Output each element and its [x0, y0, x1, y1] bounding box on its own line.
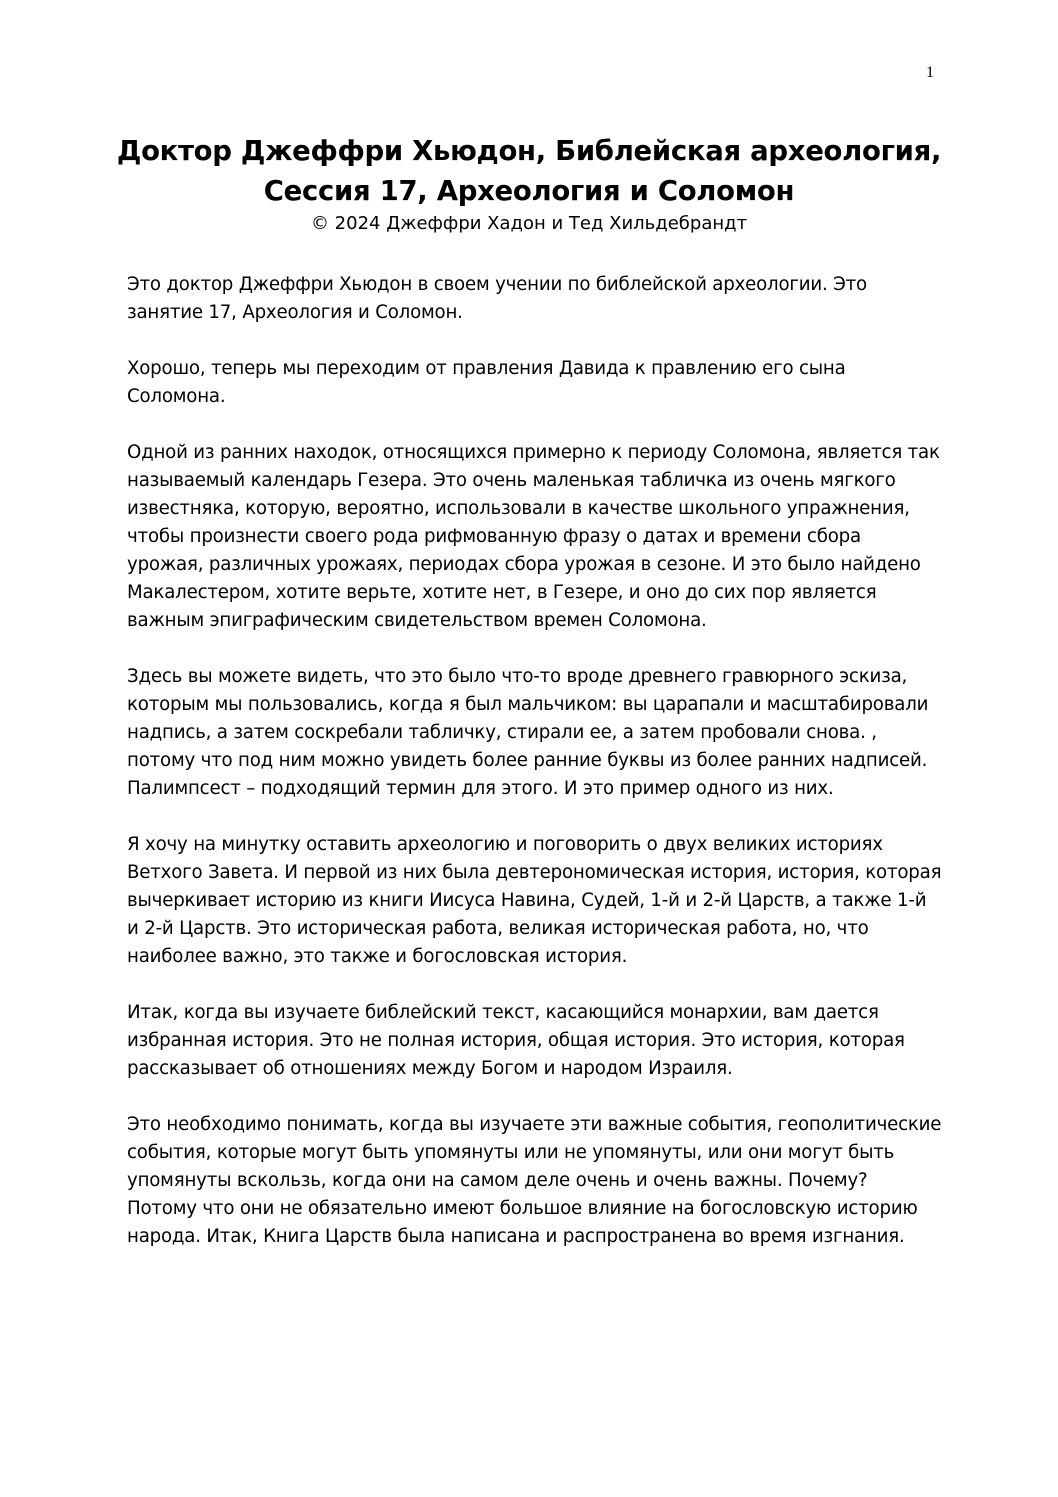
- paragraph-3: Одной из ранних находок, относящихся примерно к периоду Соломона, является так называемый календарь Гезера. Это очень маленькая табличка из очень мягкого известняка, которую, вероятно, использовали в качестве школьного упражнения, чтобы произнести своего рода рифмованную фразу о датах и времени сбора урожая, различных урожаях, периодах сбора урожая в сезоне. И это было найдено Макалестером, хотите верьте, хотите нет, в Гезере, и оно до сих пор является важным эпиграфическим свидетельством времен Соломона.: [127, 442, 940, 631]
- title-line-1: Доктор Джеффри Хьюдон, Библейская археология,: [116, 135, 942, 167]
- paragraph-2: Хорошо, теперь мы переходим от правления Давида к правлению его сына Соломона.: [127, 358, 846, 407]
- paragraph-7: Это необходимо понимать, когда вы изучаете эти важные события, геополитические события, которые могут быть упомянуты или не упомянуты, или они могут быть упомянуты вскользь, когда они на самом деле очень и очень важны. Почему? Потому что они не обязательно имеют большое влияние на богословскую историю народа. Итак, Книга Царств была написана и распространена во время изгнания.: [127, 1114, 942, 1247]
- page-number: 1: [926, 64, 934, 81]
- paragraph-4: Здесь вы можете видеть, что это было что-то вроде древнего гравюрного эскиза, которым мы пользовались, когда я был мальчиком: вы царапали и масштабировали надпись, а затем соскребали табличку, стирали ее, а затем пробовали снова. , потому что под ним можно увидеть более ранние буквы из более ранних надписей. Палимпсест – подходящий термин для этого. И это пример одного из них.: [127, 666, 929, 799]
- copyright-line: © 2024 Джеффри Хадон и Тед Хильдебрандт: [310, 213, 748, 234]
- paragraph-5: Я хочу на минутку оставить археологию и поговорить о двух великих историях Ветхого Завета. И первой из них была девтерономическая история, история, которая вычеркивает историю из книги Иисуса Навина, Судей, 1-й и 2-й Царств, а также 1-й и 2-й Царств. Это историческая работа, великая историческая работа, но, что наиболее важно, это также и богословская история.: [127, 834, 942, 967]
- document-body: [127, 271, 942, 1279]
- title-line-2: Сессия 17, Археология и Соломон: [263, 175, 795, 207]
- paragraph-6: Итак, когда вы изучаете библейский текст, касающийся монархии, вам дается избранная история. Это не полная история, общая история. Это история, которая рассказывает об отношениях между Богом и народом Израиля.: [127, 1002, 905, 1079]
- paragraph-1: Это доктор Джеффри Хьюдон в своем учении по библейской археологии. Это занятие 17, Археология и Соломон.: [127, 274, 867, 323]
- document-header: [100, 131, 958, 237]
